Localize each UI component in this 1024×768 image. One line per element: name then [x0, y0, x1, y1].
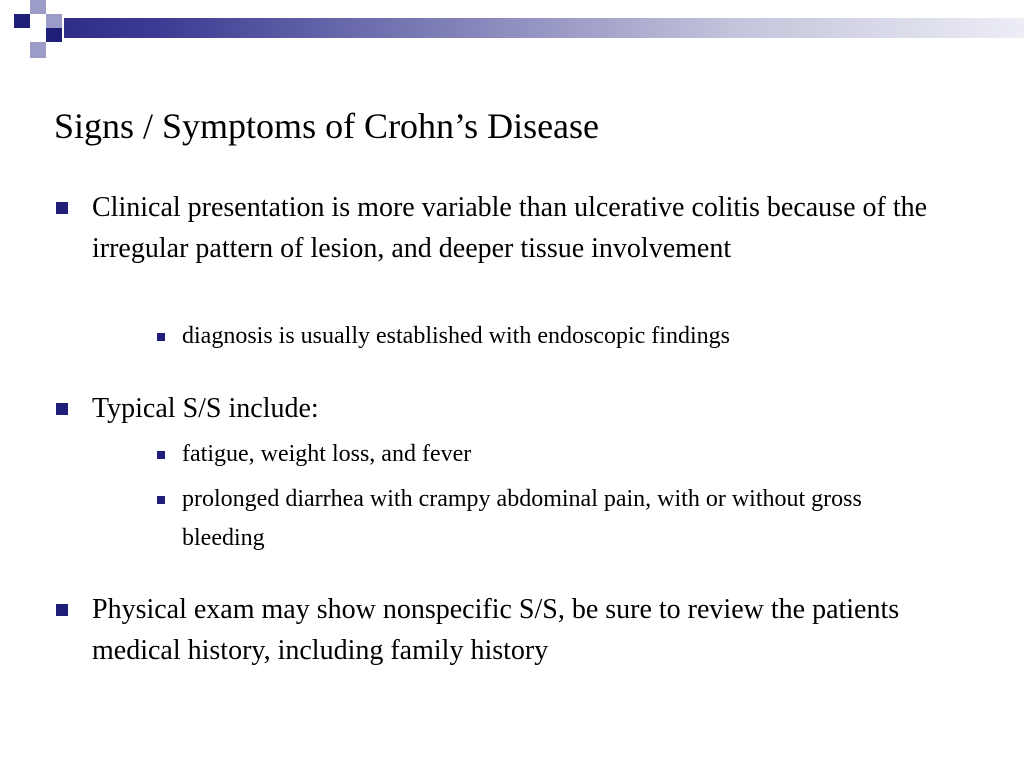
slide-title: Signs / Symptoms of Crohn’s Disease: [54, 106, 600, 146]
bullet-item: Physical exam may show nonspecific S/S, be sure to review the patients medical history, including family history: [92, 594, 900, 666]
bullet-item: Clinical presentation is more variable than ulcerative colitis because of the irregular pattern of lesion, and deeper tissue involvement: [92, 192, 928, 264]
sub-bullet-marker-square: [157, 333, 165, 341]
bullet-marker-square: [56, 604, 68, 616]
header-gradient-bar: [64, 18, 1024, 38]
sub-bullet-marker-square: [157, 496, 165, 504]
bullet-marker-square: [56, 202, 68, 214]
bullet-item: Typical S/S include:: [92, 393, 319, 424]
sub-bullet-item: diagnosis is usually established with endoscopic findings: [182, 323, 730, 349]
bullet-marker-square: [56, 403, 68, 415]
sub-bullet-item: prolonged diarrhea with crampy abdominal pain, with or without gross bleeding: [182, 486, 862, 551]
sub-bullet-marker-square: [157, 451, 165, 459]
sub-bullet-item: fatigue, weight loss, and fever: [182, 441, 472, 467]
